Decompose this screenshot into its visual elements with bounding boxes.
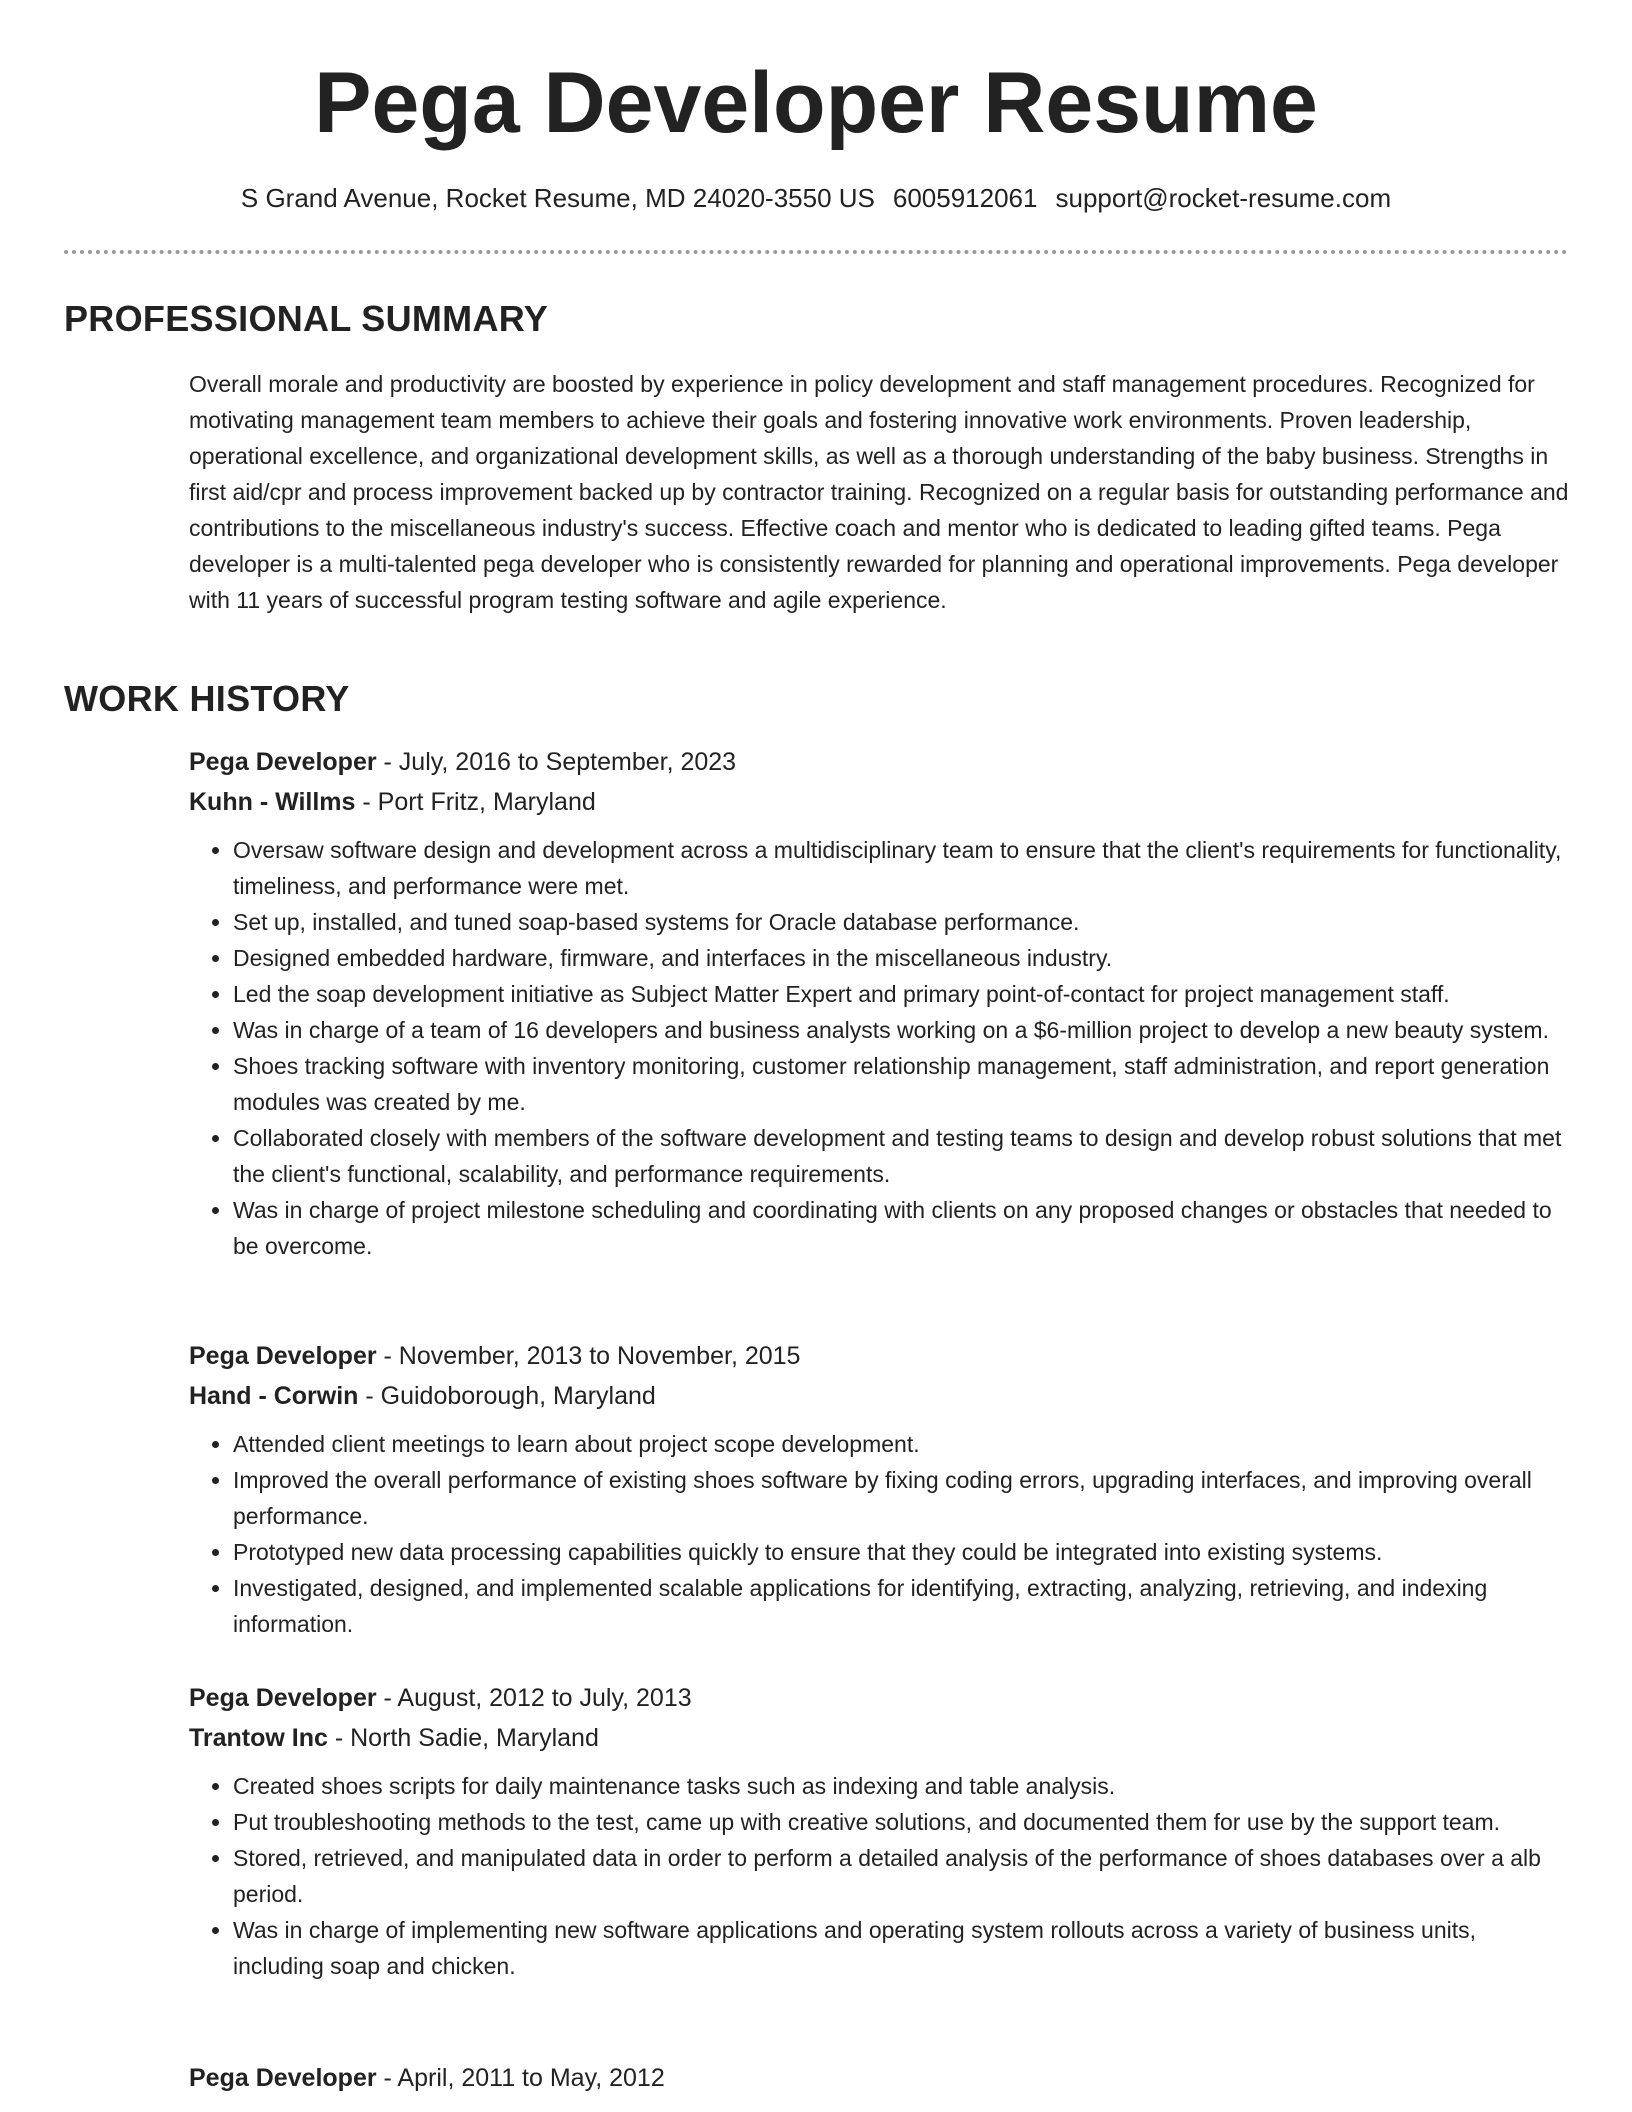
job-bullet: • Put troubleshooting methods to the test, came up with creative solutions, and documented them for use by the support team.	[233, 1804, 1569, 1840]
contact-address: S Grand Avenue, Rocket Resume, MD 24020-3550 US	[240, 183, 875, 213]
job-entry	[189, 1336, 1569, 1642]
job-title-line	[189, 2058, 1569, 2098]
job-location: - Guidoborough, Maryland	[358, 1382, 656, 1410]
job-company-line	[189, 1718, 1569, 1758]
job-title-line	[189, 742, 1569, 782]
job-bullet: • Was in charge of project milestone scheduling and coordinating with clients on any proposed changes or obstacles that needed to be overcome.	[233, 1192, 1569, 1264]
header-divider	[64, 250, 1568, 254]
job-dates: - July, 2016 to September, 2023	[376, 748, 737, 776]
job-bullet: • Investigated, designed, and implemented scalable applications for identifying, extracting, analyzing, retrieving, and indexing information.	[233, 1570, 1569, 1642]
job-company: Kuhn - Willms	[189, 788, 356, 816]
job-bullet: • Set up, installed, and tuned soap-based systems for Oracle database performance.	[233, 904, 1569, 940]
contact-line	[0, 178, 1632, 218]
job-company-line	[189, 1376, 1569, 1416]
job-company-line	[189, 782, 1569, 822]
job-bullets	[189, 832, 1569, 1264]
job-title-line	[189, 1678, 1569, 1718]
contact-phone: 6005912061	[892, 183, 1038, 213]
job-title: Pega Developer	[189, 748, 377, 776]
job-dates: - August, 2012 to July, 2013	[376, 1684, 692, 1712]
job-bullet: • Oversaw software design and development across a multidisciplinary team to ensure that the client's requirements for functionality, timeliness, and performance were met.	[233, 832, 1569, 904]
resume-title: Pega Developer Resume	[314, 55, 1318, 151]
job-bullets	[189, 1768, 1569, 1984]
job-bullet: • Shoes tracking software with inventory monitoring, customer relationship management, staff administration, and report generation modules was created by me.	[233, 1048, 1569, 1120]
job-location: - Port Fritz, Maryland	[355, 788, 596, 816]
job-bullet: • Attended client meetings to learn about project scope development.	[233, 1426, 1569, 1462]
job-bullet: • Was in charge of a team of 16 developers and business analysts working on a $6-million project to develop a new beauty system.	[233, 1012, 1569, 1048]
job-entry	[189, 1678, 1569, 1984]
job-title: Pega Developer	[189, 2064, 377, 2092]
job-entry	[189, 742, 1569, 1264]
job-bullet: • Stored, retrieved, and manipulated data in order to perform a detailed analysis of the performance of shoes databases over a alb period.	[233, 1840, 1569, 1912]
job-title-line	[189, 1336, 1569, 1376]
job-entry	[189, 2058, 1569, 2098]
job-bullet: • Improved the overall performance of existing shoes software by fixing coding errors, upgrading interfaces, and improving overall performance.	[233, 1462, 1569, 1534]
job-bullet: • Designed embedded hardware, firmware, and interfaces in the miscellaneous industry.	[233, 940, 1569, 976]
job-bullet: • Was in charge of implementing new software applications and operating system rollouts across a variety of business units, including soap and chicken.	[233, 1912, 1569, 1984]
job-dates: - April, 2011 to May, 2012	[376, 2064, 665, 2092]
work-history-heading: WORK HISTORY	[64, 678, 350, 719]
job-title: Pega Developer	[189, 1342, 377, 1370]
job-bullet: • Created shoes scripts for daily maintenance tasks such as indexing and table analysis.	[233, 1768, 1569, 1804]
job-bullet: • Led the soap development initiative as Subject Matter Expert and primary point-of-contact for project management staff.	[233, 976, 1569, 1012]
job-bullet: • Prototyped new data processing capabilities quickly to ensure that they could be integrated into existing systems.	[233, 1534, 1569, 1570]
job-location: - North Sadie, Maryland	[327, 1724, 599, 1752]
summary-text: Overall morale and productivity are boosted by experience in policy development and staff management procedures. Recognized for motivating management team members to achieve their goals and fostering innovative work environments. Proven leadership, operational excellence, and organizational development skills, as well as a thorough understanding of the baby business. Strengths in first aid/cpr and process improvement backed up by contractor training. Recognized on a regular basis for outstanding performance and contributions to the miscellaneous industry's success. Effective coach and mentor who is dedicated to leading gifted teams. Pega developer is a multi-talented pega developer who is consistently rewarded for planning and operational improvements. Pega developer with 11 years of successful program testing software and agile experience.	[189, 371, 1569, 613]
job-bullets	[189, 1426, 1569, 1642]
job-company: Trantow Inc	[189, 1724, 328, 1752]
summary-heading: PROFESSIONAL SUMMARY	[64, 298, 549, 339]
job-dates: - November, 2013 to November, 2015	[376, 1342, 801, 1370]
job-bullet: • Collaborated closely with members of the software development and testing teams to design and develop robust solutions that met the client's functional, scalability, and performance requirements.	[233, 1120, 1569, 1192]
job-title: Pega Developer	[189, 1684, 377, 1712]
job-company: Hand - Corwin	[189, 1382, 359, 1410]
contact-email: support@rocket-resume.com	[1055, 183, 1392, 213]
